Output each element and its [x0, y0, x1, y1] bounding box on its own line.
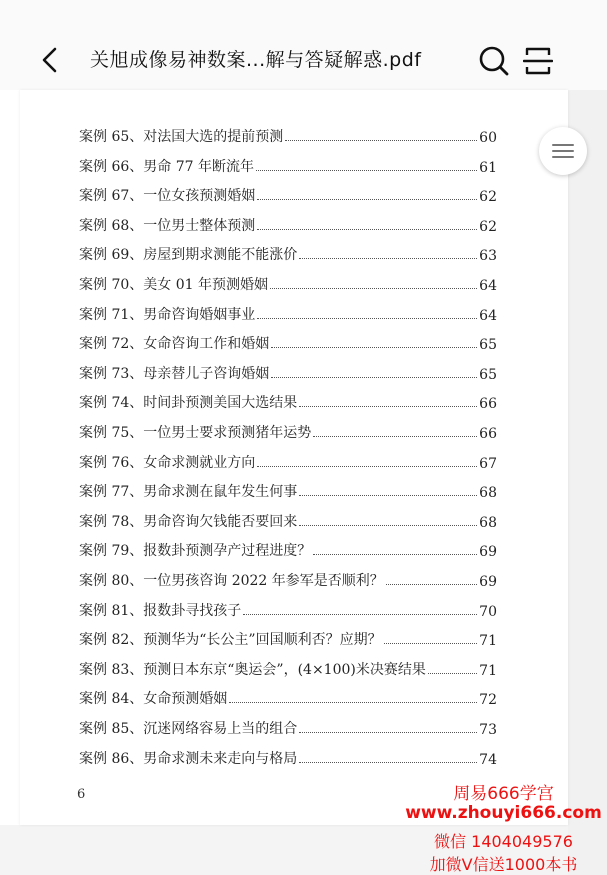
- toc-row[interactable]: [79, 272, 497, 294]
- toc-page-number: 62: [479, 189, 497, 205]
- toc-page-number: 68: [479, 515, 497, 531]
- toc-page-number: 72: [479, 692, 497, 708]
- toc-page-number: 65: [479, 337, 497, 353]
- toc-page-number: 71: [479, 663, 497, 679]
- watermark-line-1: 周易666学宫: [453, 784, 554, 804]
- toc-leader-dots: [285, 140, 477, 141]
- toc-row[interactable]: [79, 657, 497, 679]
- toc-leader-dots: [384, 643, 478, 644]
- chevron-left-icon: [40, 46, 60, 74]
- document-title: 关旭成像易神数案...解与答疑解惑.pdf: [90, 49, 422, 71]
- toc-leader-dots: [299, 762, 477, 763]
- toc-row[interactable]: [79, 302, 497, 324]
- toc-leader-dots: [256, 170, 477, 171]
- toc-page-number: 64: [479, 278, 497, 294]
- toc-row[interactable]: [79, 361, 497, 383]
- toc-page-number: 61: [479, 160, 497, 176]
- scan-button[interactable]: [523, 44, 553, 78]
- toc-page-number: 69: [479, 544, 497, 560]
- watermark-line-2: www.zhouyi666.com: [405, 803, 602, 823]
- toc-leader-dots: [299, 495, 477, 496]
- search-icon: [478, 44, 510, 78]
- toc-leader-dots: [229, 702, 477, 703]
- toc-label: 案例 79、报数卦预测孕产过程进度？: [79, 543, 312, 559]
- toc-page-number: 62: [479, 219, 497, 235]
- toc-row[interactable]: [79, 331, 497, 353]
- toc-leader-dots: [257, 318, 477, 319]
- toc-row[interactable]: [79, 598, 497, 620]
- watermark-line-4: 加微V信送1000本书: [429, 855, 578, 874]
- toc-page-number: 64: [479, 308, 497, 324]
- top-bar: [0, 0, 607, 90]
- toc-page-number: 60: [479, 130, 497, 146]
- menu-button[interactable]: [539, 127, 587, 175]
- toc-label: 案例 80、一位男孩咨询 2022 年参军是否顺利？: [79, 573, 384, 589]
- toc-row[interactable]: [79, 686, 497, 708]
- toc-leader-dots: [299, 525, 477, 526]
- toc-leader-dots: [271, 377, 477, 378]
- toc-page-number: 66: [479, 426, 497, 442]
- toc-row[interactable]: [79, 183, 497, 205]
- toc-page-number: 69: [479, 574, 497, 590]
- toc-label: 案例 70、美女 01 年预测婚姻: [79, 277, 268, 293]
- toc-row[interactable]: [79, 154, 497, 176]
- toc-page-number: 73: [479, 722, 497, 738]
- toc-label: 案例 77、男命求测在鼠年发生何事: [79, 484, 298, 500]
- toc-leader-dots: [257, 199, 477, 200]
- toc-row[interactable]: [79, 627, 497, 649]
- toc-leader-dots: [313, 554, 477, 555]
- toc-leader-dots: [428, 673, 477, 674]
- toc-row[interactable]: [79, 242, 497, 264]
- toc-label: 案例 85、沉迷网络容易上当的组合: [79, 721, 298, 737]
- toc-label: 案例 68、一位男士整体预测: [79, 218, 256, 234]
- toc-page-number: 65: [479, 367, 497, 383]
- scan-icon: [523, 44, 553, 78]
- toc-page-number: 68: [479, 485, 497, 501]
- toc-label: 案例 66、男命 77 年断流年: [79, 159, 254, 175]
- toc-leader-dots: [257, 229, 477, 230]
- toc-page-number: 71: [479, 633, 497, 649]
- toc-label: 案例 69、房屋到期求测能不能涨价: [79, 247, 298, 263]
- toc-page-number: 74: [479, 752, 497, 768]
- toc-label: 案例 82、预测华为“长公主”回国顺利否？应期？: [79, 632, 382, 648]
- toc-leader-dots: [257, 466, 477, 467]
- toc-page-number: 67: [479, 456, 497, 472]
- toc-label: 案例 72、女命咨询工作和婚姻: [79, 336, 270, 352]
- menu-icon: [552, 143, 574, 159]
- toc-row[interactable]: [79, 213, 497, 235]
- page-number: 6: [77, 787, 86, 802]
- toc-row[interactable]: [79, 538, 497, 560]
- toc-leader-dots: [299, 258, 477, 259]
- toc-leader-dots: [271, 347, 477, 348]
- toc-label: 案例 71、男命咨询婚姻事业: [79, 307, 256, 323]
- toc-label: 案例 78、男命咨询欠钱能否要回来: [79, 514, 298, 530]
- toc-row[interactable]: [79, 450, 497, 472]
- toc-label: 案例 73、母亲替儿子咨询婚姻: [79, 366, 270, 382]
- toc-label: 案例 67、一位女孩预测婚姻: [79, 188, 256, 204]
- toc-label: 案例 74、时间卦预测美国大选结果: [79, 395, 298, 411]
- toc-row[interactable]: [79, 420, 497, 442]
- scroll-rail: [568, 90, 607, 875]
- toc-row[interactable]: [79, 479, 497, 501]
- toc-label: 案例 81、报数卦寻找孩子: [79, 603, 242, 619]
- toc-leader-dots: [243, 614, 477, 615]
- toc-label: 案例 75、一位男士要求预测猪年运势: [79, 425, 312, 441]
- toc-label: 案例 76、女命求测就业方向: [79, 455, 256, 471]
- toc-leader-dots: [299, 732, 477, 733]
- toc-label: 案例 65、对法国大选的提前预测: [79, 129, 284, 145]
- toc-leader-dots: [313, 436, 477, 437]
- toc-page-number: 70: [479, 604, 497, 620]
- toc-row[interactable]: [79, 746, 497, 768]
- toc-row[interactable]: [79, 568, 497, 590]
- toc-label: 案例 83、预测日本东京“奥运会”，(4×100)米决赛结果: [79, 662, 426, 678]
- search-button[interactable]: [478, 44, 510, 78]
- toc-page-number: 63: [479, 248, 497, 264]
- toc-label: 案例 84、女命预测婚姻: [79, 691, 228, 707]
- toc-row[interactable]: [79, 509, 497, 531]
- toc-row[interactable]: [79, 390, 497, 412]
- toc-label: 案例 86、男命求测未来走向与格局: [79, 751, 298, 767]
- toc-leader-dots: [299, 406, 477, 407]
- watermark-line-3: 微信 1404049576: [434, 832, 573, 851]
- toc-leader-dots: [270, 288, 477, 289]
- toc-page-number: 66: [479, 396, 497, 412]
- toc-row[interactable]: [79, 716, 497, 738]
- back-button[interactable]: [30, 38, 70, 82]
- toc-leader-dots: [386, 584, 477, 585]
- toc-row[interactable]: [79, 124, 497, 146]
